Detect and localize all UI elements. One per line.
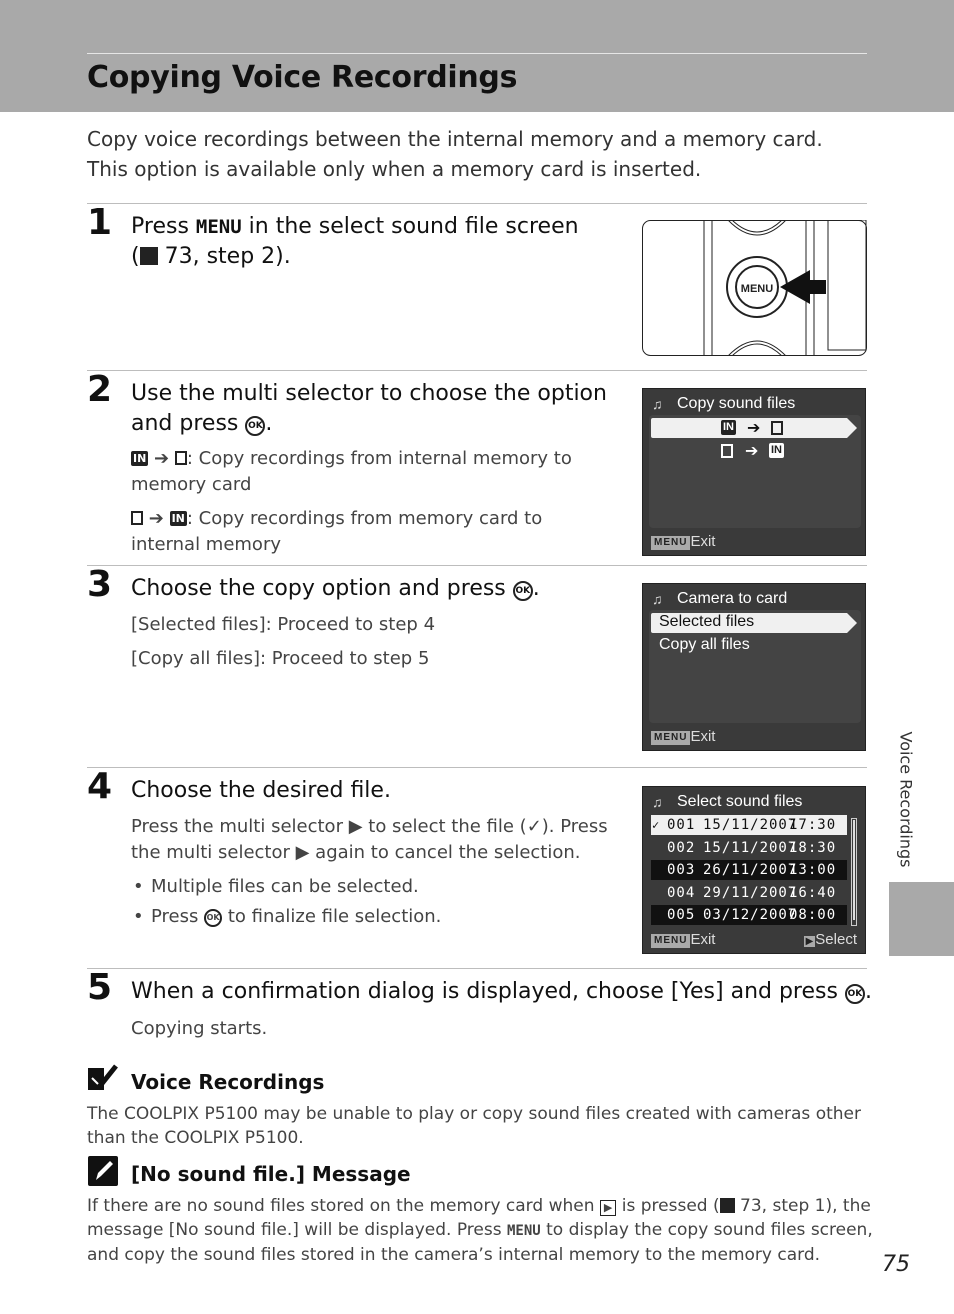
step-1-text-b: in the select sound file screen — [241, 214, 579, 239]
arrow-right-icon: ➔ — [154, 448, 170, 469]
memory-card-icon — [175, 451, 187, 465]
screen-select-sound-files — [642, 786, 866, 954]
step-2-text-c: . — [265, 411, 273, 436]
note-nosound-body: If there are no sound files stored on the memory card when ▶ is pressed ( 73, step 1), the message [No sound file.] will be displayed. Press MENU to display the copy sound files screen, and copy the sound files stored in the camera’s internal memory to the memory card. — [87, 1196, 873, 1265]
internal-memory-icon: IN — [771, 444, 782, 456]
step-2-text-a: Use the multi selector to choose the option — [131, 381, 607, 406]
step-2-title — [131, 379, 607, 439]
menu-badge: MENU — [651, 536, 690, 550]
side-section-label: Voice Recordings — [896, 731, 916, 868]
step-1-text-a: Press — [131, 214, 196, 239]
footer-exit: MENU Exit — [651, 931, 715, 948]
sound-icon: ♫ — [652, 591, 663, 607]
right-arrow-icon: ▶ — [348, 816, 363, 837]
file-number: 004 — [667, 884, 696, 901]
step-5-number: 5 — [87, 967, 113, 1008]
right-arrow-icon: ▶ — [805, 936, 814, 947]
right-arrow-icon: ▶ — [295, 842, 310, 863]
divider — [87, 565, 867, 566]
divider — [87, 203, 867, 204]
selection-tip — [845, 418, 857, 438]
step-5-title: When a confirmation dialog is displayed, choose [Yes] and press OK . — [131, 979, 872, 1004]
list-item[interactable] — [651, 838, 847, 858]
caution-check-icon — [88, 1064, 120, 1094]
step-4-body — [131, 814, 621, 934]
ok-icon: OK — [513, 581, 533, 601]
menu-glyph: MENU — [507, 1223, 541, 1239]
step-1-text-d: 73, step 2). — [157, 244, 291, 269]
file-date: 15/11/2007 — [703, 839, 798, 856]
step-4-number: 4 — [87, 766, 113, 807]
footer-select: ▶ Select — [805, 931, 857, 948]
step-4-bullets — [131, 874, 621, 930]
menu-badge: MENU — [651, 934, 690, 948]
side-tab — [889, 882, 954, 956]
intro-line-2: This option is available only when a memory card is inserted. — [87, 157, 702, 181]
sound-icon: ♫ — [652, 794, 663, 810]
camera-menu-button-illustration — [642, 220, 867, 356]
screen-panel — [649, 415, 861, 528]
file-time: 17:30 — [789, 817, 837, 833]
file-time: 08:00 — [789, 907, 837, 923]
screen-copy-sound-files — [642, 388, 866, 556]
internal-memory-icon: IN — [171, 512, 185, 525]
page-title: Copying Voice Recordings — [87, 60, 518, 95]
step-3-title: Choose the copy option and press OK . — [131, 576, 540, 601]
step-3-number: 3 — [87, 564, 113, 605]
file-time: 16:40 — [789, 884, 837, 901]
note-voice-body: The COOLPIX P5100 may be unable to play or copy sound files created with cameras other than the COOLPIX P5100. — [87, 1104, 861, 1148]
footer-exit: MENU Exit — [651, 533, 715, 550]
ok-icon: OK — [245, 416, 265, 436]
step-2-number: 2 — [87, 369, 113, 410]
memory-card-icon — [721, 444, 733, 458]
step-3-body — [131, 612, 435, 680]
reference-icon — [720, 1198, 735, 1213]
internal-memory-icon: IN — [133, 452, 147, 465]
option-selected-files[interactable]: Selected files — [651, 613, 847, 633]
ok-icon: OK — [204, 909, 222, 927]
option-card-to-in[interactable] — [721, 441, 801, 461]
selection-tip — [845, 613, 857, 633]
check-icon: ✓ — [652, 818, 661, 832]
screen-camera-to-card — [642, 583, 866, 751]
footer-exit: MENU Exit — [651, 728, 715, 745]
file-time: 13:00 — [789, 862, 837, 878]
screen-title: Copy sound files — [677, 395, 796, 412]
menu-badge: MENU — [651, 731, 690, 745]
note-voice-title: Voice Recordings — [131, 1070, 325, 1094]
list-item[interactable] — [651, 815, 847, 835]
file-date: 29/11/2007 — [703, 884, 798, 901]
menu-button-label: MENU — [740, 283, 774, 295]
list-item[interactable] — [651, 860, 847, 880]
divider — [87, 968, 867, 969]
divider — [87, 767, 867, 768]
step-1-number: 1 — [87, 202, 113, 243]
option-copy-all-files[interactable]: Copy all files — [659, 636, 750, 653]
arrow-right-icon: ➔ — [148, 508, 164, 529]
play-icon: ▶ — [600, 1200, 616, 1216]
step-3-line-1: [Selected files]: Proceed to step 4 — [131, 614, 436, 635]
file-time: 18:30 — [789, 839, 837, 856]
arrow-right-icon: ➔ — [745, 443, 759, 460]
scrollbar[interactable] — [851, 818, 857, 926]
option-in-to-card[interactable] — [651, 418, 847, 438]
memory-card-icon — [131, 511, 143, 525]
step-2-body — [131, 446, 611, 566]
sound-icon: ♫ — [652, 396, 663, 412]
file-date: 15/11/2007 — [703, 817, 798, 833]
step-2-item-1: IN ➔ : Copy recordings from internal memory to memory card — [131, 448, 572, 495]
file-number: 005 — [667, 907, 696, 923]
note-pencil-icon — [88, 1156, 118, 1186]
intro-text — [87, 124, 823, 184]
list-item[interactable] — [651, 905, 847, 925]
step-1-text-c: ( — [131, 244, 140, 269]
ok-icon: OK — [845, 984, 865, 1004]
reference-icon — [140, 247, 158, 265]
step-4-title: Choose the desired file. — [131, 778, 391, 803]
file-number: 001 — [667, 817, 696, 833]
file-number: 003 — [667, 862, 696, 878]
arrow-right-icon: ➔ — [747, 420, 761, 437]
header-band — [0, 0, 954, 112]
screen-panel — [649, 610, 861, 723]
page-number: 75 — [882, 1252, 910, 1277]
file-date: 26/11/2007 — [703, 862, 798, 878]
list-item: • Press OK to finalize file selection. — [131, 904, 621, 930]
screen-title: Camera to card — [677, 590, 788, 607]
step-3-line-2: [Copy all files]: Proceed to step 5 — [131, 648, 430, 669]
intro-line-1: Copy voice recordings between the internal memory and a memory card. — [87, 127, 823, 151]
scrollbar-thumb[interactable] — [853, 820, 855, 920]
menu-glyph: MENU — [195, 216, 242, 238]
screen-title: Select sound files — [677, 793, 803, 810]
list-item: • Multiple files can be selected. — [131, 874, 621, 900]
header-rule — [87, 53, 867, 54]
step-4-paragraph: Press the multi selector ▶ to select the file (✓). Press the multi selector ▶ again to cancel the selection. — [131, 816, 608, 863]
step-1-title — [131, 212, 579, 272]
list-item[interactable] — [651, 883, 847, 903]
file-date: 03/12/2007 — [703, 907, 798, 923]
step-2-item-2: ➔ IN : Copy recordings from memory card to internal memory — [131, 508, 543, 555]
divider — [87, 370, 867, 371]
note-nosound-title: [No sound file.] Message — [131, 1162, 411, 1186]
memory-card-icon — [771, 421, 783, 435]
file-number: 002 — [667, 839, 696, 856]
step-2-text-b: and press — [131, 411, 246, 436]
check-icon: ✓ — [526, 816, 542, 837]
internal-memory-icon: IN — [723, 421, 734, 433]
file-list — [643, 815, 867, 930]
step-5-body: Copying starts. — [131, 1018, 268, 1039]
